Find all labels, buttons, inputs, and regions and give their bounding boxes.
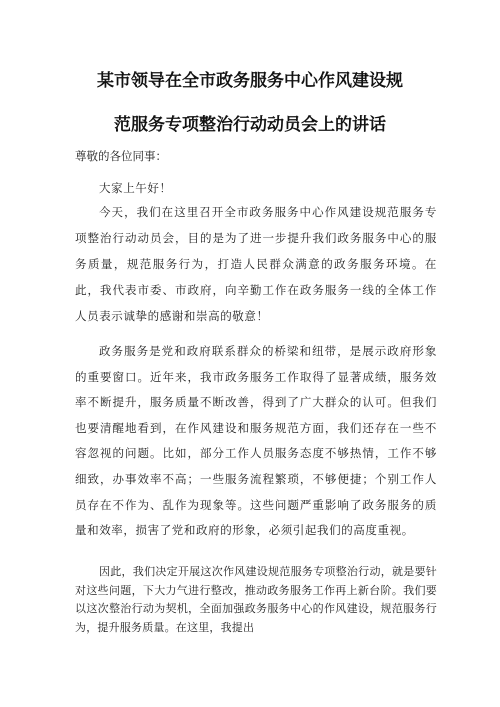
salutation: 尊敬的各位同事：	[75, 149, 167, 163]
document-title-line-2: 范服务专项整治行动动员会上的讲话	[114, 115, 386, 135]
body-paragraph: 因此，我们决定开展这次作风建设规范服务专项整治行动，就是要针对这些问题，下大力气进行整改，推动政务服务工作再上新台阶。我们要以这次整治行动为契机，全面加强政务服务中心的作风建设，规范服务行为，提升服务质量。在这里，我提出	[75, 565, 437, 634]
body-paragraph: 今天，我们在这里召开全市政务服务中心作风建设规范服务专项整治行动动员会，目的是为了进一步提升我们政务服务中心的服务质量，规范服务行为，打造人民群众满意的政务服务环境。在此，我代表市委、市政府，向辛勤工作在政务服务一线的全体工作人员表示诚挚的感谢和崇高的敬意！	[75, 205, 437, 323]
greeting-paragraph: 大家上午好！	[99, 181, 172, 195]
document-title-line-1: 某市领导在全市政务服务中心作风建设规	[97, 71, 403, 91]
body-paragraph: 政务服务是党和政府联系群众的桥梁和纽带，是展示政府形象的重要窗口。近年来，我市政务服务工作取得了显著成绩，服务效率不断提升，服务质量不断改善，得到了广大群众的认可。但我们也要清醒地看到，在作风建设和服务规范方面，我们还存在一些不容忽视的问题。比如，部分工作人员服务态度不够热情，工作不够细致，办事效率不高；一些服务流程繁琐，不够便捷；个别工作人员存在不作为、乱作为现象等。这些问题严重影响了政务服务的质量和效率，损害了党和政府的形象，必须引起我们的高度重视。	[75, 344, 437, 538]
